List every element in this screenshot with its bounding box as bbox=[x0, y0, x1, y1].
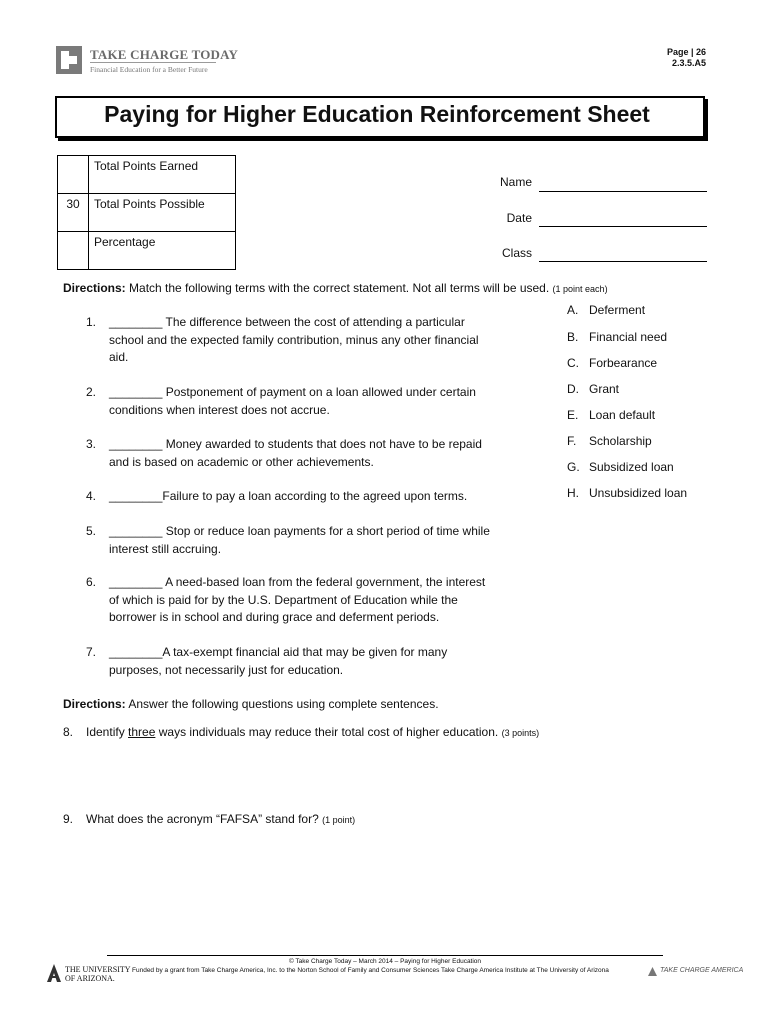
points-label-cell: Total Points Possible bbox=[89, 194, 236, 232]
points-row bbox=[58, 232, 236, 270]
points-row bbox=[58, 194, 236, 232]
question-9-text bbox=[86, 811, 355, 830]
question-number: 7. bbox=[85, 645, 96, 659]
term-item bbox=[567, 356, 657, 370]
question-line: school and the expected family contribution, minus any other financial bbox=[109, 332, 479, 347]
term-item bbox=[567, 434, 652, 448]
footer-divider bbox=[107, 955, 663, 956]
term-text: Forbearance bbox=[589, 356, 658, 370]
question-text: What does the acronym “FAFSA” stand for? bbox=[86, 812, 319, 826]
question-line: ________ Stop or reduce loan payments for a short period of time while bbox=[109, 524, 490, 538]
question-line: conditions when interest does not accrue. bbox=[109, 402, 330, 417]
question-number: 9. bbox=[63, 812, 74, 826]
term-letter: C. bbox=[567, 356, 579, 370]
question-line: purposes, not necessarily just for education. bbox=[109, 662, 344, 677]
points-value-cell: 30 bbox=[58, 194, 89, 232]
question-text bbox=[109, 523, 509, 558]
question-line: ________ The difference between the cost of attending a particular bbox=[109, 315, 465, 329]
term-letter: E. bbox=[567, 408, 579, 422]
ua-line: OF ARIZONA. bbox=[65, 974, 115, 983]
term-text: Unsubsidized loan bbox=[589, 486, 688, 500]
term-letter: F. bbox=[567, 434, 577, 448]
question-line: ________Failure to pay a loan according to the agreed upon terms. bbox=[109, 489, 468, 503]
term-item bbox=[567, 408, 655, 422]
take-charge-america-wordmark: TAKE CHARGE AMERICA bbox=[660, 967, 744, 974]
page-label: Page | 26 bbox=[666, 47, 706, 57]
term-text: Financial need bbox=[589, 330, 668, 344]
lesson-code: 2.3.5.A5 bbox=[671, 58, 706, 68]
term-item bbox=[567, 303, 645, 317]
question-text bbox=[109, 436, 509, 471]
question-text bbox=[109, 574, 509, 627]
directions-label: Directions: bbox=[63, 281, 126, 295]
points-value-cell[interactable] bbox=[58, 156, 89, 194]
question-text: Identify bbox=[86, 725, 129, 739]
question-number: 6. bbox=[85, 575, 96, 589]
term-item bbox=[567, 486, 687, 500]
term-item bbox=[567, 382, 619, 396]
date-label: Date bbox=[506, 211, 532, 225]
term-text: Scholarship bbox=[589, 434, 652, 448]
class-field[interactable] bbox=[539, 261, 707, 262]
university-of-arizona-wordmark bbox=[65, 965, 131, 983]
question-line: and is based on academic or other achievements. bbox=[109, 454, 374, 469]
question-number: 8. bbox=[63, 725, 74, 739]
term-letter: A. bbox=[567, 303, 579, 317]
term-text: Subsidized loan bbox=[589, 460, 674, 474]
class-label: Class bbox=[501, 246, 532, 260]
term-item bbox=[567, 460, 674, 474]
term-item bbox=[567, 330, 667, 344]
footer-funding: Funded by a grant from Take Charge America, Inc. to the Norton School of Family and Consumer Sciences Take Charge America Institute at The University of Arizona bbox=[132, 967, 609, 974]
points-note: (1 point) bbox=[322, 815, 356, 825]
term-text: Deferment bbox=[589, 303, 646, 317]
points-note: (1 point each) bbox=[552, 284, 608, 294]
question-line: of which is paid for by the U.S. Department of Education while the bbox=[109, 592, 458, 607]
term-letter: B. bbox=[567, 330, 579, 344]
directions-label: Directions: bbox=[63, 697, 126, 711]
question-number: 4. bbox=[85, 489, 96, 503]
page-title: Paying for Higher Education Reinforcement Sheet bbox=[104, 101, 650, 127]
question-number: 1. bbox=[85, 315, 96, 329]
ua-line: THE UNIVERSITY bbox=[65, 965, 131, 974]
date-field[interactable] bbox=[539, 226, 707, 227]
question-number: 5. bbox=[85, 524, 96, 538]
question-text: ways individuals may reduce their total cost of higher education. bbox=[155, 725, 499, 739]
points-value-cell[interactable] bbox=[58, 232, 89, 270]
take-charge-today-logo-icon bbox=[56, 46, 82, 74]
points-note: (3 points) bbox=[501, 728, 540, 738]
question-line: ________ Money awarded to students that does not have to be repaid bbox=[109, 437, 482, 451]
name-field[interactable] bbox=[539, 191, 707, 192]
term-letter: H. bbox=[567, 486, 579, 500]
question-8-text bbox=[86, 724, 539, 743]
term-text: Grant bbox=[589, 382, 620, 396]
question-line: ________ A need-based loan from the federal government, the interest bbox=[109, 575, 486, 589]
question-line: interest still accruing. bbox=[109, 541, 222, 556]
directions-text: Answer the following questions using complete sentences. bbox=[125, 697, 439, 711]
footer-copyright: © Take Charge Today – March 2014 – Paying for Higher Education bbox=[288, 958, 482, 965]
points-row bbox=[58, 156, 236, 194]
directions-text: Match the following terms with the correct statement. Not all terms will be used. bbox=[125, 281, 550, 295]
points-label-cell: Total Points Earned bbox=[89, 156, 236, 194]
points-table bbox=[57, 155, 236, 270]
directions-sentences bbox=[63, 696, 439, 714]
page-number bbox=[640, 47, 706, 69]
question-line: ________A tax-exempt financial aid that may be given for many bbox=[109, 645, 448, 659]
logo-subtitle: Financial Education for a Better Future bbox=[90, 65, 208, 74]
question-number: 3. bbox=[85, 437, 96, 451]
question-emphasis: three bbox=[128, 725, 156, 739]
question-line: ________ Postponement of payment on a loan allowed under certain bbox=[109, 385, 476, 399]
term-text: Loan default bbox=[589, 408, 656, 422]
term-letter: D. bbox=[567, 382, 579, 396]
question-number: 2. bbox=[85, 385, 96, 399]
logo-title: TAKE CHARGE TODAY bbox=[90, 47, 239, 62]
question-text bbox=[109, 314, 509, 367]
question-line: borrower is in school and during grace and deferment periods. bbox=[109, 610, 440, 624]
directions-matching bbox=[63, 280, 608, 299]
question-text bbox=[109, 384, 509, 419]
take-charge-america-logo-icon bbox=[647, 966, 658, 977]
question-text bbox=[109, 644, 509, 679]
term-letter: G. bbox=[567, 460, 580, 474]
question-text bbox=[109, 488, 509, 506]
question-line: aid. bbox=[109, 350, 129, 364]
name-label: Name bbox=[499, 175, 532, 189]
logo-divider bbox=[90, 62, 216, 63]
university-of-arizona-logo-icon bbox=[46, 963, 62, 983]
points-label-cell: Percentage bbox=[89, 232, 236, 270]
